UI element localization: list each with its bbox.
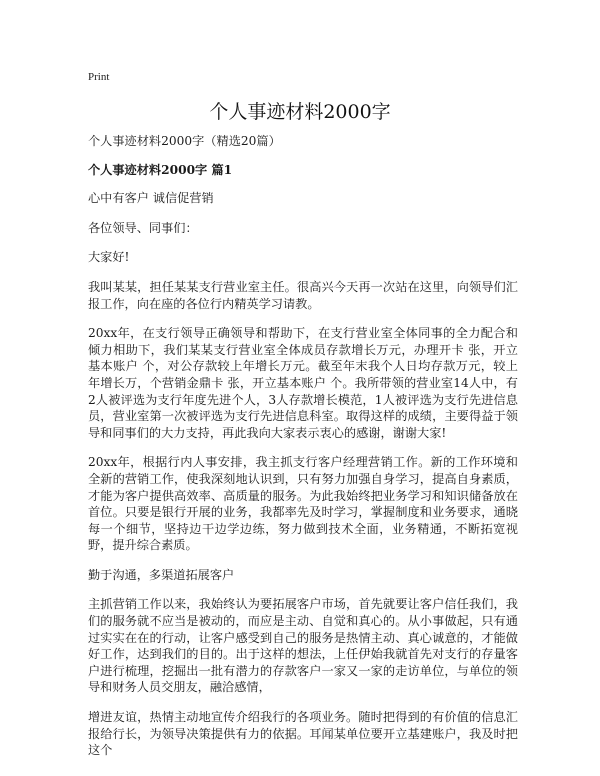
print-link[interactable]: Print [88, 71, 110, 83]
paragraph-friendship: 增进友谊，热情主动地宣传介绍我行的各项业务。随时把得到的有价值的信息汇报给行长，为领导决策提供有力的依据。耳闻某单位要开立基建账户，我及时把这个 [88, 710, 518, 758]
paragraph-slogan: 心中有客户 诚信促营销 [88, 191, 214, 206]
paragraph-customers: 主抓营销工作以来，我始终认为要拓展客户市场，首先就要让客户信任我们，我们的服务就不应当是被动的，而应是主动、自觉和真心的。从小事做起，只有通过实实在在的行动，让客户感受到自己的服务是热情主动、真心诚意的，才能做好工作，达到我们的目的。出于这样的想法，上任伊始我就首先对支行的存量客户进行梳理，挖掘出一批有潜力的存款客户一家又一家的走访单位，与单位的领导和财务人员交朋友，融洽感情， [88, 597, 518, 695]
section-heading: 个人事迹材料2000字 篇1 [88, 162, 233, 177]
paragraph-greeting: 大家好! [88, 250, 130, 265]
document-body [88, 133, 518, 772]
document-title: 个人事迹材料2000字 [209, 101, 391, 123]
paragraph-salutation: 各位领导、同事们： [88, 220, 198, 235]
paragraph-subheading: 勤于沟通，多渠道拓展客户 [88, 567, 235, 582]
paragraph-intro: 我叫某某，担任某某支行营业室主任。很高兴今天再一次站在这里，向领导们汇报工作，向在座的各位行内精英学习请教。 [88, 279, 518, 311]
document-subtitle: 个人事迹材料2000字（精选20篇） [88, 134, 281, 148]
paragraph-learning: 20xx年，根据行内人事安排，我主抓支行客户经理营销工作。新的工作环境和全新的营销工作，使我深刻地认识到，只有努力加强自身学习，提高自身素质，才能为客户提供高效率、高质量的服务。为此我始终把业务学习和知识储备放在首位。只要是银行开展的业务，我都率先及时学习，掌握制度和业务要求，通晓每一个细节，坚持边干边学边练，努力做到技术全面，业务精通，不断拓宽视野，提升综合素质。 [88, 455, 518, 553]
paragraph-achievements: 20xx年，在支行领导正确领导和帮助下，在支行营业室全体同事的全力配合和倾力相助下，我们某某支行营业室全体成员存款增长万元，办理开卡 张，开立基本账户 个，对公存款较上年增长万元。截至年末我个人日均存款万元，较上年增长万，个营销金鼎卡 张，开立基本账户 个。我所带领的营业室14人中，有2人被评选为支行年度先进个人，3人存款增长模范，1人被评选为支行先进信息员，营业室第一次被评选为支行先进信息科室。取得这样的成绩，主要得益于领导和同事们的大力支持，再此我向大家表示衷心的感谢，谢谢大家! [88, 326, 518, 440]
